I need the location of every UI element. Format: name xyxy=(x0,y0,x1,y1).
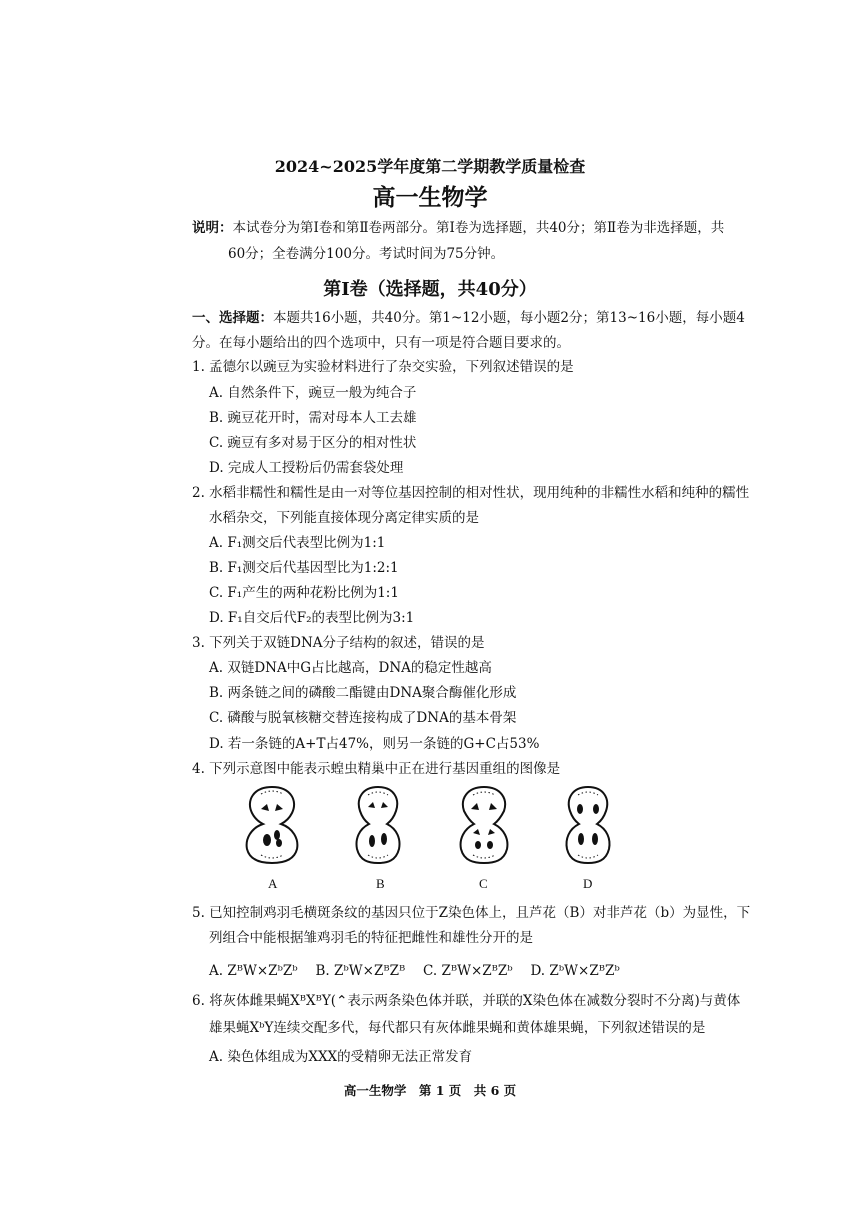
cell-diagram-d xyxy=(562,783,614,865)
question-3-option-d: D. 若一条链的A+T占47%，则另一条链的G+C占53% xyxy=(209,736,540,752)
diagram-label-a: A xyxy=(268,876,278,891)
instructions-line-1 xyxy=(192,219,724,237)
question-5-options: A. ZᴮW×ZᵇZᵇ B. ZᵇW×ZᴮZᴮ C. ZᴮW×ZᴮZᵇ D. ZᵇW×ZᴮZᵇ xyxy=(209,963,620,979)
instructions-label: 说明： xyxy=(192,220,233,236)
question-4-stem: 4. 下列示意图中能表示蝗虫精巢中正在进行基因重组的图像是 xyxy=(192,761,561,777)
question-2-option-b: B. F₁测交后代基因型比为1:2:1 xyxy=(209,560,399,576)
section-line-1 xyxy=(192,309,745,327)
question-2-option-c: C. F₁产生的两种花粉比例为1:1 xyxy=(209,585,399,601)
question-2-option-a: A. F₁测交后代表型比例为1:1 xyxy=(209,535,386,551)
section-line-2: 分。在每小题给出的四个选项中，只有一项是符合题目要求的。 xyxy=(192,335,570,351)
diagram-label-c: C xyxy=(479,876,488,891)
question-1-stem: 1. 孟德尔以豌豆为实验材料进行了杂交实验，下列叙述错误的是 xyxy=(192,359,574,375)
question-2-stem-1: 2. 水稻非糯性和糯性是由一对等位基因控制的相对性状，现用纯种的非糯性水稻和纯种的糯性 xyxy=(192,485,750,501)
question-1-option-a: A. 自然条件下，豌豆一般为纯合子 xyxy=(209,385,417,401)
cell-diagram-b xyxy=(352,783,404,865)
question-5-stem-2: 列组合中能根据雏鸡羽毛的特征把雌性和雄性分开的是 xyxy=(209,930,533,946)
diagram-label-d: D xyxy=(583,876,593,891)
question-2-stem-2: 水稻杂交，下列能直接体现分离定律实质的是 xyxy=(209,510,479,526)
question-1-option-b: B. 豌豆花开时，需对母本人工去雄 xyxy=(209,410,417,426)
diagram-label-b: B xyxy=(376,876,385,891)
question-3-option-c: C. 磷酸与脱氧核糖交替连接构成了DNA的基本骨架 xyxy=(209,710,517,726)
instructions-line-2: 60分；全卷满分100分。考试时间为75分钟。 xyxy=(228,246,505,262)
question-2-option-d: D. F₁自交后代F₂的表型比例为3:1 xyxy=(209,610,415,626)
exam-title: 2024~2025学年度第二学期教学质量检查 xyxy=(274,157,586,176)
question-1-option-c: C. 豌豆有多对易于区分的相对性状 xyxy=(209,435,417,451)
question-1-option-d: D. 完成人工授粉后仍需套袋处理 xyxy=(209,460,404,476)
part-one-title: 第Ⅰ卷（选择题，共40分） xyxy=(323,279,537,300)
section-text-1: 本题共16小题，共40分。第1~12小题，每小题2分；第13~16小题，每小题4 xyxy=(273,310,745,326)
question-3-option-b: B. 两条链之间的磷酸二酯键由DNA聚合酶催化形成 xyxy=(209,685,517,701)
page-footer: 高一生物学 第 1 页 共 6 页 xyxy=(343,1083,517,1098)
question-3-stem: 3. 下列关于双链DNA分子结构的叙述，错误的是 xyxy=(192,635,485,651)
cell-diagram-c xyxy=(456,783,512,865)
question-6-stem-1: 6. 将灰体雌果蝇XᴮXᴮY(⌃表示两条染色体并联，并联的X染色体在减数分裂时不分离)与黄体 xyxy=(192,993,741,1009)
question-3-option-a: A. 双链DNA中G占比越高，DNA的稳定性越高 xyxy=(209,660,492,676)
question-5-stem-1: 5. 已知控制鸡羽毛横斑条纹的基因只位于Z染色体上，且芦花（B）对非芦花（b）为显性，下 xyxy=(192,905,751,921)
question-6-option-a: A. 染色体组成为XXX的受精卵无法正常发育 xyxy=(209,1049,473,1065)
instructions-text-1: 本试卷分为第Ⅰ卷和第Ⅱ卷两部分。第Ⅰ卷为选择题，共40分；第Ⅱ卷为非选择题，共 xyxy=(232,220,725,236)
section-label: 一、选择题： xyxy=(192,310,273,326)
question-6-stem-2: 雄果蝇XᵇY连续交配多代，每代都只有灰体雌果蝇和黄体雄果蝇，下列叙述错误的是 xyxy=(209,1020,706,1036)
cell-diagram-a xyxy=(243,783,301,865)
subject-title: 高一生物学 xyxy=(372,184,488,211)
